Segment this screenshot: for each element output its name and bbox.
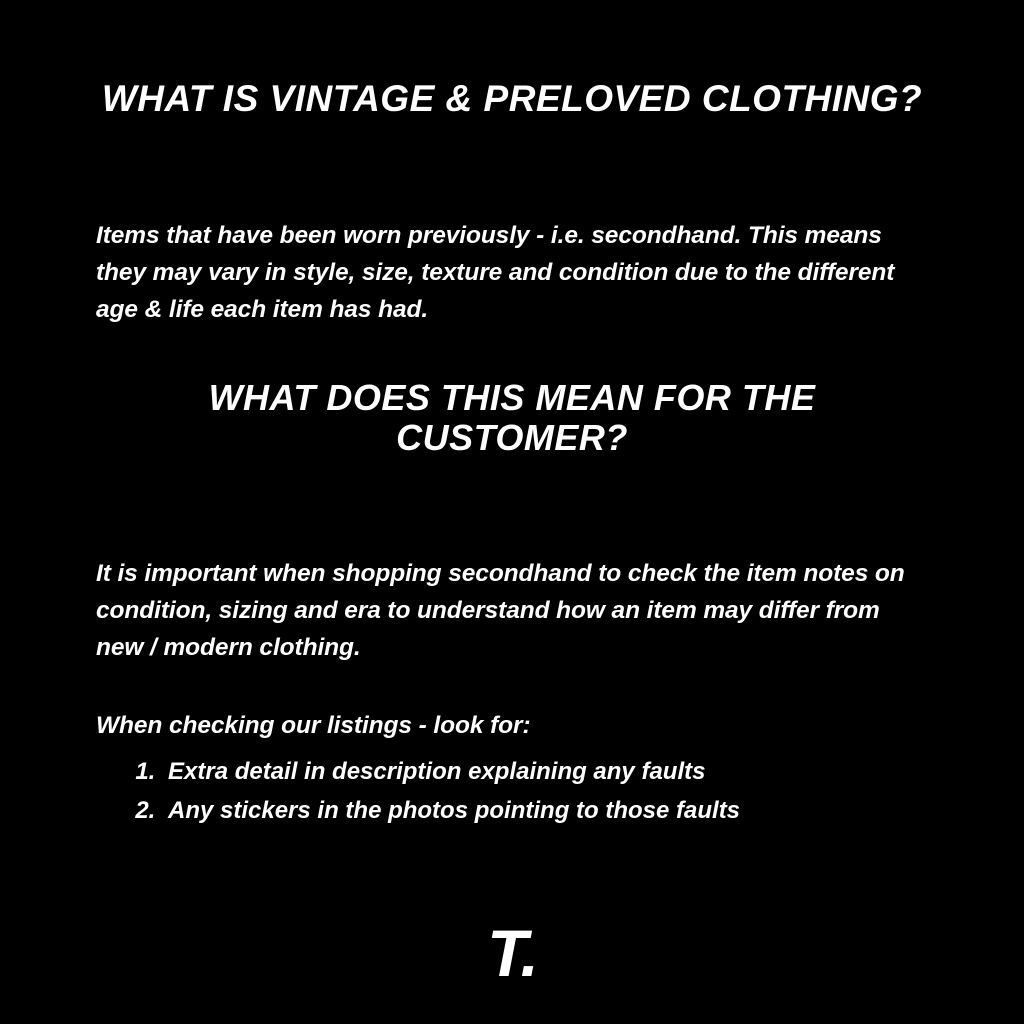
listings-prompt: When checking our listings - look for: [96,711,531,739]
list-item: 1. Extra detail in description explaining any faults [162,753,928,792]
checklist [120,753,928,831]
section-heading: WHAT DOES THIS MEAN FOR THE CUSTOMER? [208,377,816,459]
customer-guidance-paragraph: It is important when shopping secondhand to check the item notes on condition, sizing and era to understand how an item may differ from new / modern clothing. [96,559,905,661]
intro-paragraph: Items that have been worn previously - i.e. secondhand. This means they may vary in style, size, texture and condition due to the different age & life each item has had. [96,221,895,323]
page-title: WHAT IS VINTAGE & PRELOVED CLOTHING? [101,78,923,119]
brand-logo: T. [487,916,537,990]
list-item: 2. Any stickers in the photos pointing to those faults [162,792,928,831]
